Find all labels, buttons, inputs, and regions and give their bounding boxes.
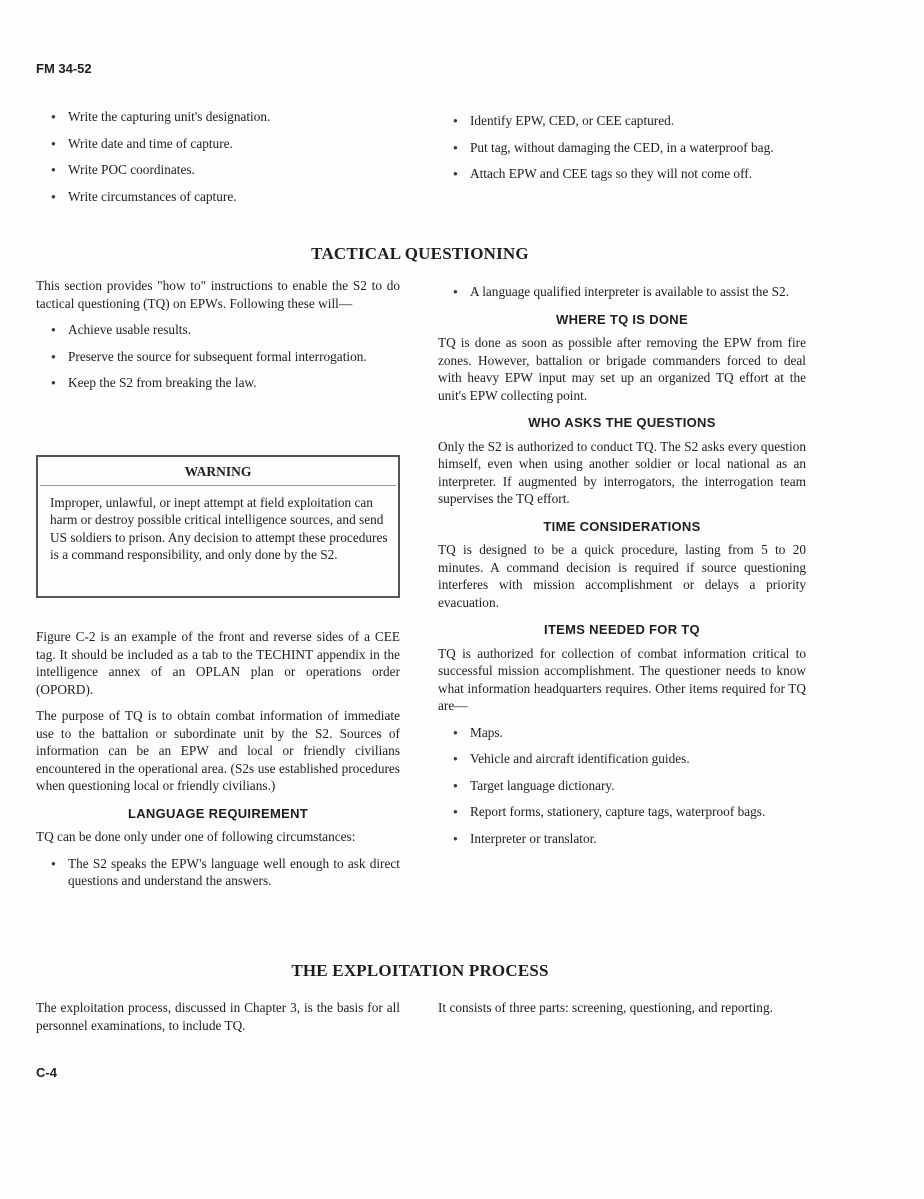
list-item: ● Maps. [450,724,806,742]
figure-reference-paragraph: Figure C-2 is an example of the front and reverse sides of a CEE tag. It should be included as a tab to the TECHINT appendix in the intelligence annex of an OPLAN plan or operations order (OPORD). [36,629,400,697]
list-item: ● Vehicle and aircraft identification guides. [450,750,806,768]
tq-purpose-paragraph: The purpose of TQ is to obtain combat information of immediate use to the battalion or subordinate unit by the S2. Sources of information can be an EPW and local or friendly civilians encountered in the operational area. (S2s use established procedures when questioning local or friendly civilians.) [36,708,400,793]
section-heading-tactical-questioning: TACTICAL QUESTIONING [311,244,529,263]
warning-title: WARNING [40,463,396,486]
list-item: ● Target language dictionary. [450,777,806,795]
list-item: ● Preserve the source for subsequent formal interrogation. [48,348,400,366]
warning-text: Improper, unlawful, or inept attempt at field exploitation can harm or destroy possible critical intelligence sources, and send US soldiers to prison. Any decision to attempt these procedures is a command responsibility, and only done by the S2. [50,494,388,562]
language-conditions-list [36,855,400,890]
items-needed-paragraph: TQ is authorized for collection of combat information critical to successful mission accomplishment. The questioner needs to know what information headquarters requires. Other items required for TQ are— [438,645,806,713]
list-item: ● A language qualified interpreter is available to assist the S2. [450,283,806,301]
page-number: C-4 [36,1065,57,1080]
right-column [438,283,806,847]
where-tq-paragraph: TQ is done as soon as possible after removing the EPW from fire zones. However, battalion or brigade commanders forced to deal with heavy EPW input may set up an organized TQ effort at the unit's EPW collecting point. [438,335,806,403]
list-item: ● Report forms, stationery, capture tags, waterproof bags. [450,803,806,821]
capture-steps-list [48,108,388,205]
list-item: ● Identify EPW, CED, or CEE captured. [450,112,806,130]
language-requirement-paragraph: TQ can be done only under one of following circumstances: [36,829,356,844]
section-heading-language-requirement: LANGUAGE REQUIREMENT [127,805,309,821]
tq-goals-list [36,321,400,392]
tq-intro-paragraph: This section provides "how to" instructions to enable the S2 to do tactical questioning (TQ) on EPWs. Following these will— [36,278,400,311]
left-column-lower [36,628,400,890]
list-item: ● Write the capturing unit's designation. [48,108,388,126]
list-item: ● Achieve usable results. [48,321,400,339]
tagging-steps-list [450,112,806,183]
time-considerations-paragraph: TQ is designed to be a quick procedure, lasting from 5 to 20 minutes. A command decision is required if source questioning interferes with mission accomplishment or delays a priority evacuation. [438,542,806,610]
section-heading-time-considerations: TIME CONSIDERATIONS [543,518,701,534]
list-item: ● Write circumstances of capture. [48,188,388,206]
section-heading-items-needed: ITEMS NEEDED FOR TQ [544,622,700,637]
section-heading-exploitation-process: THE EXPLOITATION PROCESS [291,961,549,980]
list-item: ● Write date and time of capture. [48,135,388,153]
list-item: ● Interpreter or translator. [450,830,806,848]
document-id: FM 34-52 [36,61,92,76]
list-item: ● Put tag, without damaging the CED, in a waterproof bag. [450,139,806,157]
exploitation-left-paragraph: The exploitation process, discussed in Chapter 3, is the basis for all personnel examinations, to include TQ. [36,1000,400,1033]
left-column [36,277,400,392]
section-heading-where-tq-is-done: WHERE TQ IS DONE [556,311,688,327]
list-item: ● Keep the S2 from breaking the law. [48,374,400,392]
list-item: ● Attach EPW and CEE tags so they will not come off. [450,165,806,183]
list-item: ● Write POC coordinates. [48,161,388,179]
who-asks-paragraph: Only the S2 is authorized to conduct TQ. The S2 asks every question himself, even when using another soldier or local national as an interpreter. If augmented by interrogators, the interrogation team supervises the TQ effort. [438,438,806,506]
exploitation-right-paragraph: It consists of three parts: screening, questioning, and reporting. [438,1000,773,1015]
warning-box [36,455,400,598]
section-heading-who-asks: WHO ASKS THE QUESTIONS [528,415,716,430]
items-needed-list [438,724,806,848]
list-item: ● The S2 speaks the EPW's language well enough to ask direct questions and understand the answers. [48,855,400,890]
